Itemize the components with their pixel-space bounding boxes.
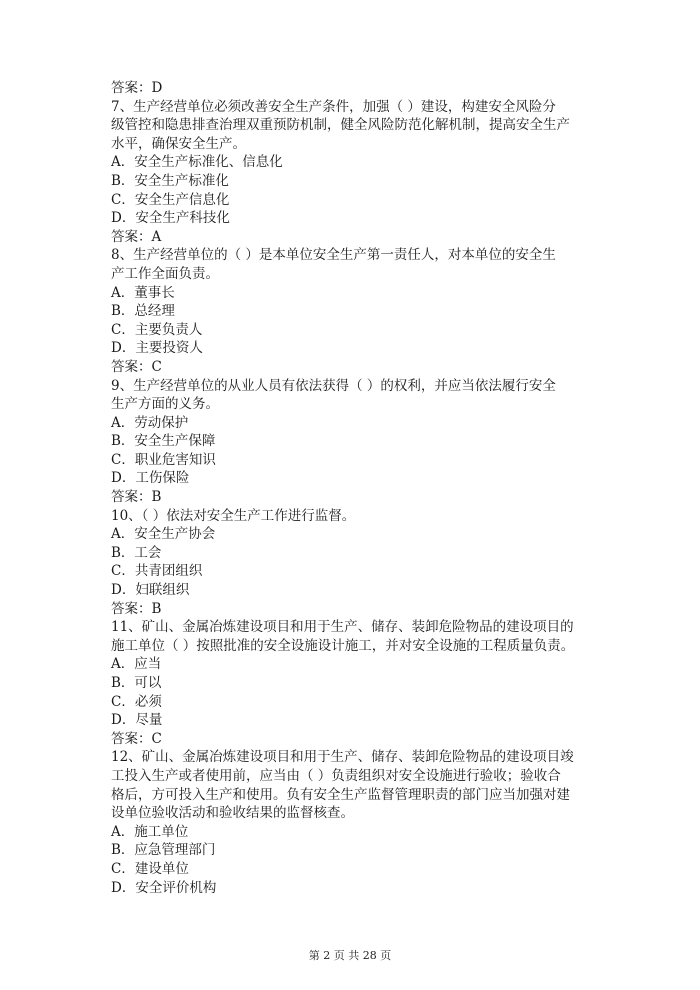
option-b: B．安全生产标准化 bbox=[111, 172, 229, 189]
answer-line: 答案：B bbox=[111, 600, 162, 617]
question-text-line: 9、生产经营单位的从业人员有依法获得（ ）的权利，并应当依法履行安全 bbox=[111, 377, 556, 394]
question-block bbox=[111, 507, 599, 619]
option-d: D．尽量 bbox=[111, 712, 163, 729]
question-block bbox=[111, 98, 599, 247]
option-a: A．安全生产协会 bbox=[111, 526, 216, 543]
option-b: B．可以 bbox=[111, 675, 162, 691]
option-a: A．安全生产标准化、信息化 bbox=[111, 154, 283, 171]
option-c: C．建设单位 bbox=[111, 860, 189, 877]
question-text-line: 12、矿山、金属冶炼建设项目和用于生产、储存、装卸危险物品的建设项目竣 bbox=[111, 749, 574, 766]
question-text-line: 10、（ ）依法对安全生产工作进行监督。 bbox=[111, 507, 356, 524]
option-c: C．主要负责人 bbox=[111, 321, 203, 338]
question-text-line: 11、矿山、金属冶炼建设项目和用于生产、储存、装卸危险物品的建设项目的 bbox=[111, 619, 574, 636]
option-b: B．安全生产保障 bbox=[111, 433, 216, 450]
answer-line: 答案：C bbox=[111, 358, 162, 375]
option-a: A．劳动保护 bbox=[111, 414, 189, 431]
option-d: D．主要投资人 bbox=[111, 340, 203, 357]
answer-line: 答案：B bbox=[111, 489, 162, 506]
question-text-line: 产工作全面负责。 bbox=[111, 265, 219, 282]
question-text-line: 级管控和隐患排查治理双重预防机制，健全风险防范化解机制，提高安全生产 bbox=[111, 117, 570, 134]
option-d: D．工伤保险 bbox=[111, 470, 190, 487]
answer-line: 答案：A bbox=[111, 228, 162, 245]
question-text-line: 水平，确保安全生产。 bbox=[111, 135, 246, 152]
page-footer: 第 2 页 共 28 页 bbox=[308, 949, 392, 962]
question-text-line: 施工单位（ ）按照批准的安全设施设计施工，并对安全设施的工程质量负责。 bbox=[111, 637, 575, 654]
option-d: D．安全生产科技化 bbox=[111, 210, 230, 227]
question-text-line: 8、生产经营单位的（ ）是本单位安全生产第一责任人，对本单位的安全生 bbox=[111, 247, 556, 264]
answer-line: 答案：D bbox=[111, 80, 163, 96]
question-text-line: 工投入生产或者使用前，应当由（ ）负责组织对安全设施进行验收；验收合 bbox=[111, 767, 561, 784]
option-b: B．工会 bbox=[111, 544, 162, 561]
option-c: C．安全生产信息化 bbox=[111, 191, 230, 208]
document-body bbox=[111, 79, 599, 897]
option-d: D．妇联组织 bbox=[111, 582, 190, 599]
option-a: A．应当 bbox=[111, 656, 162, 673]
question-text-line: 生产方面的义务。 bbox=[111, 396, 219, 413]
question-block bbox=[111, 748, 599, 897]
answer-line: 答案：C bbox=[111, 730, 162, 747]
option-a: A．董事长 bbox=[111, 284, 175, 301]
option-d: D．安全评价机构 bbox=[111, 879, 217, 896]
option-a: A．施工单位 bbox=[111, 823, 189, 840]
question-block bbox=[111, 377, 599, 507]
question-text-line: 7、生产经营单位必须改善安全生产条件，加强（ ）建设，构建安全风险分 bbox=[111, 98, 556, 115]
question-text-line: 格后，方可投入生产和使用。负有安全生产监督管理职责的部门应当加强对建 bbox=[111, 786, 570, 803]
option-c: C．共青团组织 bbox=[111, 563, 203, 580]
question-block bbox=[111, 618, 599, 748]
option-b: B．总经理 bbox=[111, 303, 175, 320]
option-b: B．应急管理部门 bbox=[111, 842, 216, 859]
option-c: C．职业危害知识 bbox=[111, 451, 216, 468]
question-block bbox=[111, 246, 599, 376]
question-text-line: 设单位验收活动和验收结果的监督核查。 bbox=[111, 805, 354, 822]
option-c: C．必须 bbox=[111, 693, 162, 710]
